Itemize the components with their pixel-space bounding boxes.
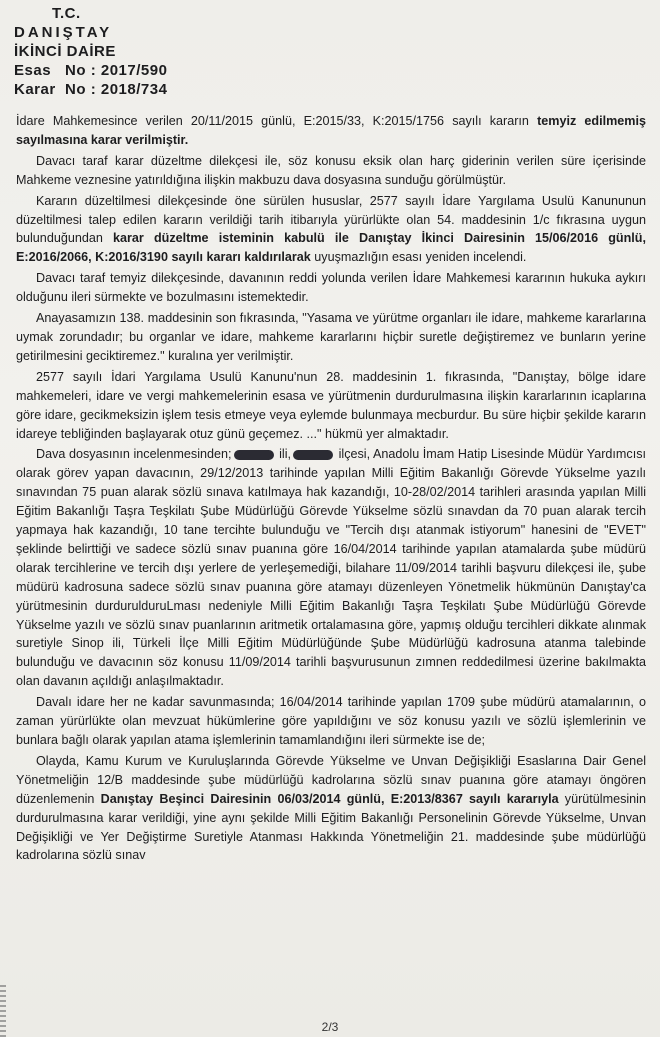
- header-chamber: İKİNCİ DAİRE: [14, 43, 116, 60]
- header-tc: T.C.: [52, 5, 81, 22]
- paragraph-text: Davalı idare her ne kadar savunmasında; 16/04/2014 tarihinde yapılan 1709 şube müdürü atamalarının, o zaman yürürlükte olan mevzuat hükümlerine göre yapıldığını ve söz konusu yazılı ve sözlü işlemlerinin ve bunlara bağlı olarak yapılan atama işlemlerinin tamamlandığını ileri sürmekte ise de;: [16, 695, 646, 747]
- paragraph-text: yürütülmesinin durdurulmasına karar verildiği, yine aynı şekilde Milli Eğitim Bakanlığı Personelinin Görevde Yükselme, Unvan Değişikliği ve Yer Değiştirme Suretiyle Atanması Hakkında Yönetmeliğin 21. maddesinde şube müdürlüğü kadrolarına sözlü sınav: [16, 791, 646, 863]
- bold-text: temyiz edilmemiş sayılmasına karar verilmiştir.: [16, 114, 646, 147]
- header-court: DANIŞTAY: [14, 24, 113, 41]
- paragraph: [16, 693, 646, 750]
- page-number: 2/3: [321, 1020, 339, 1034]
- paragraph-text: ili,: [279, 447, 292, 462]
- paragraph-text: Davacı taraf karar düzeltme dilekçesi ile, söz konusu eksik olan harç giderinin verilen süre içerisinde Mahkeme veznesine yatırıldığına ilişkin makbuzu dava dosyasına sunduğu görülmüştür.: [16, 153, 646, 187]
- paragraph-text: Dava dosyasının incelenmesinden;: [36, 447, 232, 462]
- paragraph-text: Davacı taraf temyiz dilekçesinde, davanının reddi yolunda verilen İdare Mahkemesi kararının hukuka aykırı olduğunu ileri sürmekte ve bozulmasını istemektedir.: [16, 271, 646, 305]
- paragraph: [16, 192, 646, 268]
- paragraph-text: Olayda, Kamu Kurum ve Kuruluşlarında Görevde Yükselme ve Unvan Değişikliği Esaslarına Dair Genel Yönetmeliğin 12/B maddesinde şube müdürlüğü kadrolarına sözlü sınav puanına göre atamayı öngören düzenlemenin: [16, 753, 646, 806]
- document-body: [16, 112, 646, 867]
- paragraph: [16, 152, 646, 190]
- paragraph: [16, 269, 646, 307]
- paragraph-text: ilçesi, Anadolu İmam Hatip Lisesinde Müdür Yardımcısı olarak görev yapan davacının, 29/12/2013 tarihinde yapılan Milli Eğitim Bakanlığı Görevde Yükselme yazılı sınavından 75 puan alarak sözlü sınava katılmaya hak kazandığı, 10-28/02/2014 tarihleri arasında yapılan Milli Eğitim Bakanlığı Taşra Teşkilatı Şube Müdürlüğü Görevde Yükselme sözlü sınavdan da 70 puan alarak tercih yapmaya hak kazandığı, 10 tane tercihte bulunduğu ve "Tercih dışı atanmak istiyorum" hanesini de "EVET" şeklinde belirttiği ve sadece sözlü sınav puanına göre 16/04/2014 tarihinde yapılan atamalarda şube müdürü olarak tercihlerine ve tercih dışı yerlere de yerleşemediği, bilahare 11/09/2014 tarihli başvuru dilekçesi ile, şube müdürü kadrosuna sadece sözlü sınav puanına göre atamayı düzenleyen Yönetmelik hükmünün Danıştay'ca yürütmesinin durdurulduruLması nedeniyle Milli Eğitim Bakanlığı Taşra Teşkilatı Şube Müdürlüğü Görevde Yükselme yazılı ve sözlü sınav puanlarının aritmetik ortalamasına göre, yapmış olduğu tercihleri dikkate alınmak suretiyle Sinop ili, Türkeli İlçe Milli Eğitim Müdürlüğünde Şube Müdürlüğü kadrosuna atanma talebinde bulunduğu ve davacının söz konusu 11/09/2014 tarihli başvurusunun zımnen reddedilmesi üzerine bakılmakta olan davanın açıldığı anlaşılmaktadır.: [16, 447, 646, 689]
- paragraph-text: Kararın düzeltilmesi dilekçesinde öne sürülen hususlar, 2577 sayılı İdare Yargılama Usulü Kanununun düzeltilmesi talep edilen kararın verildiği tarih itibarıyla yürürlükte olan 54. maddesinin 1/c fıkrasına uygun bulunduğundan: [16, 193, 646, 246]
- paragraph: [16, 445, 646, 691]
- redaction-mark: [293, 450, 333, 460]
- paragraph: [16, 368, 646, 444]
- bold-text: karar düzeltme isteminin kabulü ile Danıştay İkinci Dairesinin 15/06/2016 günlü, E:2016/2066, K:2016/3190 sayılı kararı kaldırılarak: [16, 231, 646, 265]
- paragraph-text: uyuşmazlığın esası yeniden incelendi.: [310, 250, 527, 265]
- header-karar-no: Karar No : 2018/734: [14, 81, 168, 98]
- paragraph: [16, 112, 646, 150]
- header-esas-no: Esas No : 2017/590: [14, 62, 168, 79]
- redaction-mark: [234, 450, 274, 460]
- bold-text: Danıştay Beşinci Dairesinin 06/03/2014 günlü, E:2013/8367 sayılı kararıyla: [100, 791, 559, 806]
- paragraph: [16, 309, 646, 366]
- paragraph-text: Anayasamızın 138. maddesinin son fıkrasında, "Yasama ve yürütme organları ile idare, mahkeme kararlarına uymak zorundadır; bu organlar ve idare, mahkeme kararlarını hiçbir suretle değiştiremez ve bunların yerine getirilmesini geciktiremez." kuralına yer verilmiştir.: [16, 311, 646, 363]
- paragraph-text: İdare Mahkemesince verilen 20/11/2015 günlü, E:2015/33, K:2015/1756 sayılı kararın: [16, 114, 538, 128]
- document-header: [14, 4, 167, 99]
- paragraph-text: 2577 sayılı İdari Yargılama Usulü Kanunu'nun 28. maddesinin 1. fıkrasında, "Danıştay, bölge idare mahkemeleri, idare ve vergi mahkemelerinin esasa ve yürütmenin durdurulmasına ilişkin kararlarının icaplarına göre idare, gecikmeksizin işlem tesis etmeye veya eylemde bulunmaya mecburdur. Bu süre hiçbir şekilde kararın idareye tebliğinden başlayarak otuz günü geçemez. ..." hükmü yer almaktadır.: [16, 369, 646, 441]
- paragraph: [16, 752, 646, 865]
